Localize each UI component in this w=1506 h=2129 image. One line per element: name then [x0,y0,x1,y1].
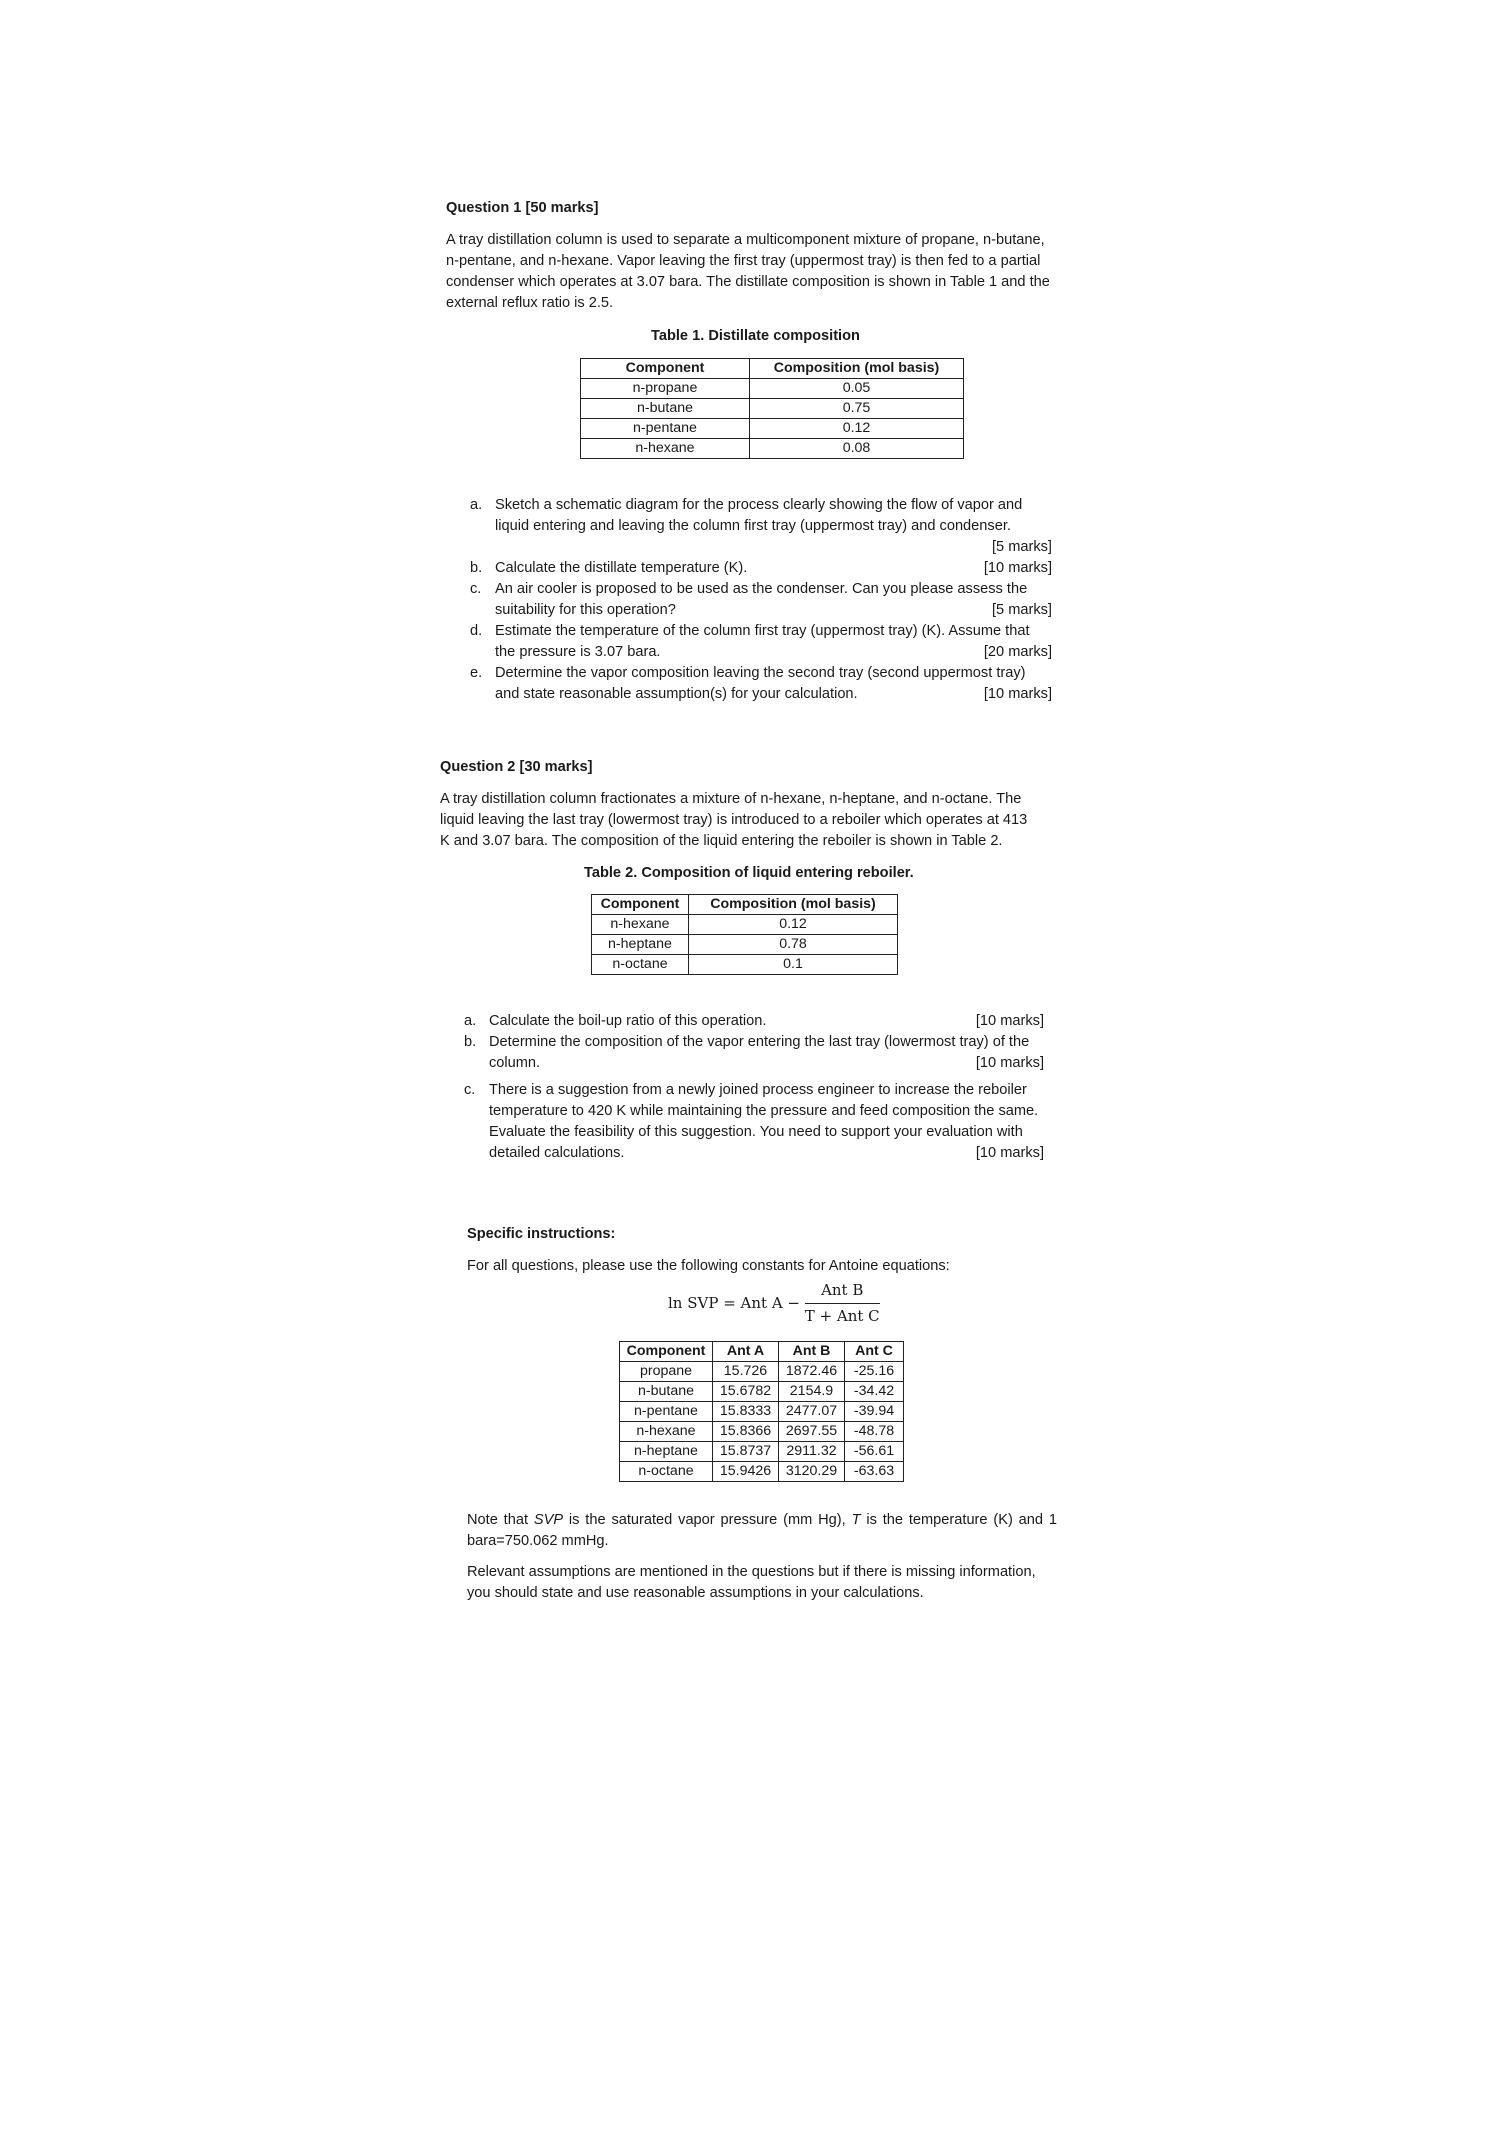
part-line: An air cooler is proposed to be used as the condenser. Can you please assess the [495,581,1028,597]
table-row [581,439,964,459]
part-marks: [10 marks] [983,686,1052,702]
table-cell: 15.9426 [713,1462,779,1482]
part-line: Calculate the distillate temperature (K). [495,560,748,576]
table-cell: n-hexane [581,439,750,459]
note-line: bara=750.062 mmHg. [467,1533,609,1549]
part-line: column. [489,1055,541,1071]
q1-part-e [470,663,1052,705]
table-cell: 15.6782 [713,1382,779,1402]
reboiler-composition-table [591,894,898,975]
table-cell: 0.78 [689,935,898,955]
equation-lhs: ln SVP = Ant A − [668,1294,800,1312]
part-letter: b. [464,1034,477,1050]
antoine-equation [668,1280,880,1327]
table-header: Composition (mol basis) [750,359,964,379]
table-cell: n-heptane [592,935,689,955]
q1-heading: Question 1 [50 marks] [446,200,599,216]
table-header: Composition (mol basis) [689,895,898,915]
q2-part-c [464,1080,1044,1164]
table-cell: n-pentane [620,1402,713,1422]
part-line: and state reasonable assumption(s) for your calculation. [495,686,858,702]
q2-table-title: Table 2. Composition of liquid entering reboiler. [584,865,914,881]
q2-heading: Question 2 [30 marks] [440,759,593,775]
part-line: Estimate the temperature of the column first tray (uppermost tray) (K). Assume that [495,623,1030,639]
table-header: Ant C [845,1342,904,1362]
equation-fraction [805,1280,880,1327]
table-cell: 2154.9 [779,1382,845,1402]
svp-note [467,1510,1057,1552]
table-row [620,1462,904,1482]
table-cell: -25.16 [845,1362,904,1382]
part-line: There is a suggestion from a newly joined process engineer to increase the reboiler [489,1082,1027,1098]
table-cell: 15.8737 [713,1442,779,1462]
table-cell: n-butane [581,399,750,419]
table-cell: n-propane [581,379,750,399]
table-header: Component [581,359,750,379]
part-letter: a. [464,1013,477,1029]
part-line: Sketch a schematic diagram for the process clearly showing the flow of vapor and [495,497,1023,513]
equation-denominator: T + Ant C [804,1307,880,1325]
table-row [581,399,964,419]
table-cell: n-octane [620,1462,713,1482]
table-cell: 1872.46 [779,1362,845,1382]
antoine-constants-table [619,1341,904,1482]
part-line: the pressure is 3.07 bara. [495,644,661,660]
q1-intro [446,230,1066,314]
table-row [620,1362,904,1382]
table-cell: 15.726 [713,1362,779,1382]
part-marks: [10 marks] [975,1055,1044,1071]
part-letter: e. [470,665,483,681]
part-marks: [20 marks] [983,644,1052,660]
part-marks: [10 marks] [983,560,1052,576]
table-cell: 2911.32 [779,1442,845,1462]
table-header: Ant B [779,1342,845,1362]
part-marks: [5 marks] [991,539,1052,555]
part-marks: [10 marks] [975,1145,1044,1161]
table-cell: n-heptane [620,1442,713,1462]
part-letter: a. [470,497,483,513]
table-row [592,955,898,975]
part-line: Evaluate the feasibility of this suggestion. You need to support your evaluation with [489,1124,1023,1140]
table-cell: 0.05 [750,379,964,399]
part-marks: [10 marks] [975,1013,1044,1029]
table-row [620,1382,904,1402]
table-cell: n-butane [620,1382,713,1402]
instructions-heading: Specific instructions: [467,1226,616,1242]
table-row [620,1422,904,1442]
part-line: Determine the vapor composition leaving the second tray (second uppermost tray) [495,665,1026,681]
q2-intro-line: liquid leaving the last tray (lowermost tray) is introduced to a reboiler which operates at 413 [440,812,1028,828]
q1-part-d [470,621,1052,663]
table-cell: 0.08 [750,439,964,459]
instructions-intro: For all questions, please use the following constants for Antoine equations: [467,1258,950,1274]
q1-part-a [470,495,1052,558]
q1-part-b [470,558,1052,579]
table-row [581,419,964,439]
q1-intro-line: external reflux ratio is 2.5. [446,295,614,311]
svp-symbol: SVP [533,1512,564,1528]
table-cell: 15.8333 [713,1402,779,1422]
equation-numerator: Ant B [805,1280,880,1304]
assumption-line: Relevant assumptions are mentioned in the questions but if there is missing information, [467,1564,1036,1580]
table-cell: n-pentane [581,419,750,439]
part-line: Calculate the boil-up ratio of this operation. [489,1013,767,1029]
q1-intro-line: n-pentane, and n-hexane. Vapor leaving the first tray (uppermost tray) is then fed to a partial [446,253,1041,269]
table-cell: 15.8366 [713,1422,779,1442]
table-cell: 0.12 [750,419,964,439]
q1-table-title: Table 1. Distillate composition [651,328,860,344]
part-line: liquid entering and leaving the column first tray (uppermost tray) and condenser. [495,518,1011,534]
table-row [620,1402,904,1422]
table-cell: -56.61 [845,1442,904,1462]
table-cell: n-octane [592,955,689,975]
table-cell: -63.63 [845,1462,904,1482]
assumption-line: you should state and use reasonable assumptions in your calculations. [467,1585,924,1601]
part-letter: c. [464,1082,476,1098]
table-cell: 0.75 [750,399,964,419]
part-letter: b. [470,560,483,576]
table-cell: propane [620,1362,713,1382]
table-cell: 3120.29 [779,1462,845,1482]
part-line: detailed calculations. [489,1145,625,1161]
table-cell: 0.12 [689,915,898,935]
part-line: Determine the composition of the vapor entering the last tray (lowermost tray) of the [489,1034,1030,1050]
table-cell: -34.42 [845,1382,904,1402]
q2-intro-line: K and 3.07 bara. The composition of the liquid entering the reboiler is shown in Table 2. [440,833,1003,849]
table-cell: n-hexane [592,915,689,935]
q1-intro-line: A tray distillation column is used to separate a multicomponent mixture of propane, n-butane, [446,232,1045,248]
part-line: suitability for this operation? [495,602,676,618]
q1-intro-line: condenser which operates at 3.07 bara. The distillate composition is shown in Table 1 and the [446,274,1050,290]
part-letter: c. [470,581,482,597]
table-header: Component [592,895,689,915]
table-row [592,935,898,955]
note-line: Note that SVP is the saturated vapor pressure (mm Hg), T is the temperature (K) and 1 [467,1512,1057,1528]
part-line: temperature to 420 K while maintaining the pressure and feed composition the same. [489,1103,1039,1119]
table-cell: 2697.55 [779,1422,845,1442]
q2-part-b [464,1032,1044,1074]
q2-intro [440,789,1060,852]
q1-part-c [470,579,1052,621]
table-header: Component [620,1342,713,1362]
t-symbol: T [851,1512,861,1528]
part-letter: d. [470,623,483,639]
distillate-composition-table [580,358,964,459]
part-marks: [5 marks] [991,602,1052,618]
q2-intro-line: A tray distillation column fractionates a mixture of n-hexane, n-heptane, and n-octane. The [440,791,1022,807]
table-header: Ant A [713,1342,779,1362]
table-cell: -48.78 [845,1422,904,1442]
table-row [620,1442,904,1462]
table-row [581,379,964,399]
table-cell: 2477.07 [779,1402,845,1422]
q2-part-a [464,1011,1044,1032]
table-cell: n-hexane [620,1422,713,1442]
table-cell: -39.94 [845,1402,904,1422]
assumptions-note [467,1562,1067,1604]
table-row [592,915,898,935]
table-cell: 0.1 [689,955,898,975]
